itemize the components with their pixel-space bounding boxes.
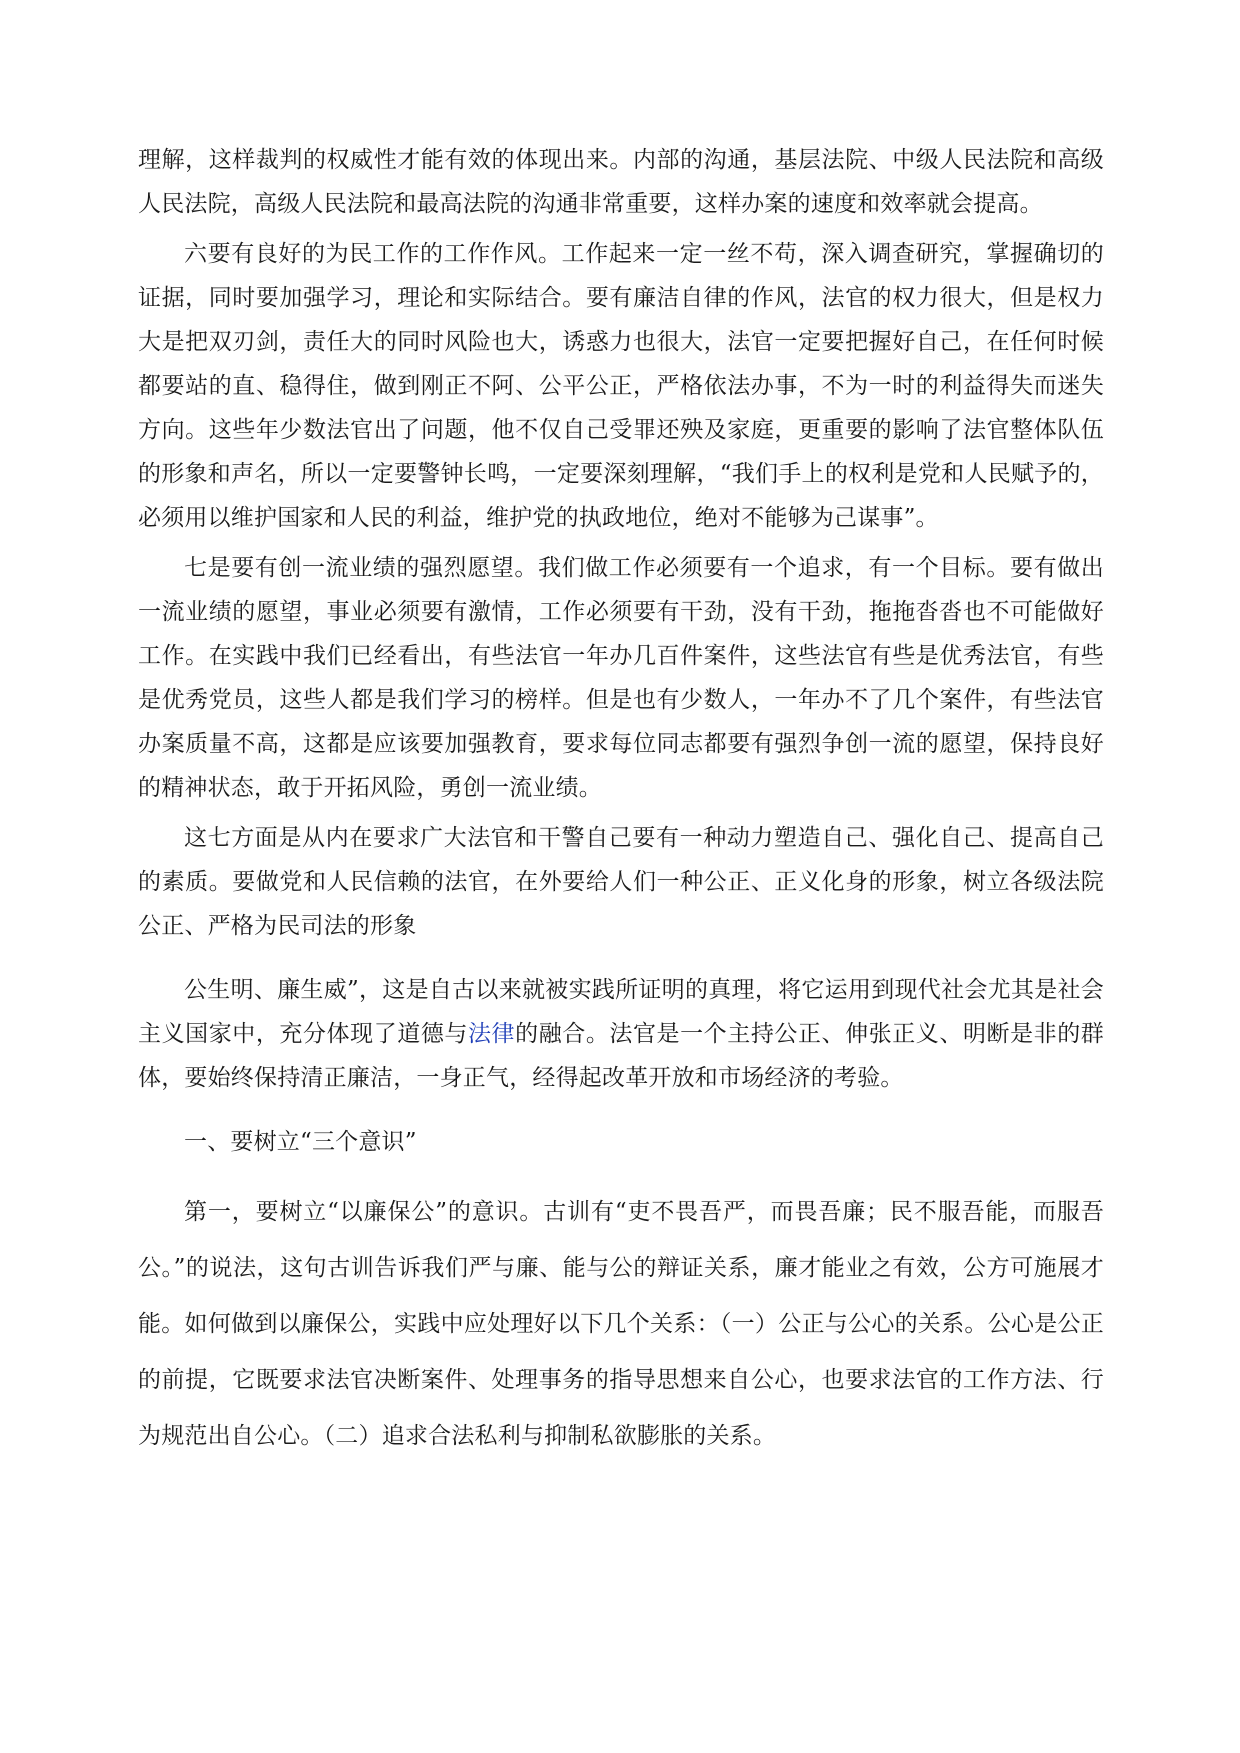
section-heading: 一、要树立“三个意识”	[184, 1129, 417, 1155]
paragraph-6: 第一，要树立“以廉保公”的意识。古训有“吏不畏吾严，而畏吾廉；民不服吾能，而服吾公。”的说法，这句古训告诉我们严与廉、能与公的辩证关系，廉才能业之有效，公方可施展才能。如何做到以廉保公，实践中应处理好以下几个关系：（一）公正与公心的关系。公心是公正的前提，它既要求法官决断案件、处理事务的指导思想来自公心，也要求法官的工作方法、行为规范出自公心。（二）追求合法私利与抑制私欲膨胀的关系。	[138, 1199, 1104, 1449]
paragraph-5-text-b: 的融合。法官是一个主持公正、伸张正义、明断是非的群体，要始终保持清正廉洁，一身正气，经得起改革开放和市场经济的考验。	[138, 1021, 1104, 1091]
paragraph-3: 七是要有创一流业绩的强烈愿望。我们做工作必须要有一个追求，有一个目标。要有做出一流业绩的愿望，事业必须要有激情，工作必须要有干劲，没有干劲，拖拖沓沓也不可能做好工作。在实践中我们已经看出，有些法官一年办几百件案件，这些法官有些是优秀法官，有些是优秀党员，这些人都是我们学习的榜样。但是也有少数人，一年办不了几个案件，有些法官办案质量不高，这都是应该要加强教育，要求每位同志都要有强烈争创一流的愿望，保持良好的精神状态，敢于开拓风险，勇创一流业绩。	[138, 555, 1104, 801]
law-link[interactable]: 法律	[467, 1021, 516, 1047]
paragraph-2: 六要有良好的为民工作的工作作风。工作起来一定一丝不苟，深入调查研究，掌握确切的证据，同时要加强学习，理论和实际结合。要有廉洁自律的作风，法官的权力很大，但是权力大是把双刃剑，责任大的同时风险也大，诱惑力也很大，法官一定要把握好自己，在任何时候都要站的直、稳得住，做到刚正不阿、公平公正，严格依法办事，不为一时的利益得失而迷失方向。这些年少数法官出了问题，他不仅自己受罪还殃及家庭，更重要的影响了法官整体队伍的形象和声名，所以一定要警钟长鸣，一定要深刻理解，“我们手上的权利是党和人民赋予的，必须用以维护国家和人民的利益，维护党的执政地位，绝对不能够为己谋事”。	[138, 241, 1104, 531]
document-body	[138, 138, 1104, 1464]
paragraph-5-text-a: 公生明、廉生威”，这是自古以来就被实践所证明的真理，将它运用到现代社会尤其是社会主义国家中，充分体现了道德与	[138, 977, 1104, 1047]
paragraph-5	[138, 968, 1104, 1100]
paragraph-4: 这七方面是从内在要求广大法官和干警自己要有一种动力塑造自己、强化自己、提高自己的素质。要做党和人民信赖的法官，在外要给人们一种公正、正义化身的形象，树立各级法院公正、严格为民司法的形象	[138, 825, 1104, 939]
paragraph-1: 理解，这样裁判的权威性才能有效的体现出来。内部的沟通，基层法院、中级人民法院和高级人民法院，高级人民法院和最高法院的沟通非常重要，这样办案的速度和效率就会提高。	[138, 147, 1104, 217]
